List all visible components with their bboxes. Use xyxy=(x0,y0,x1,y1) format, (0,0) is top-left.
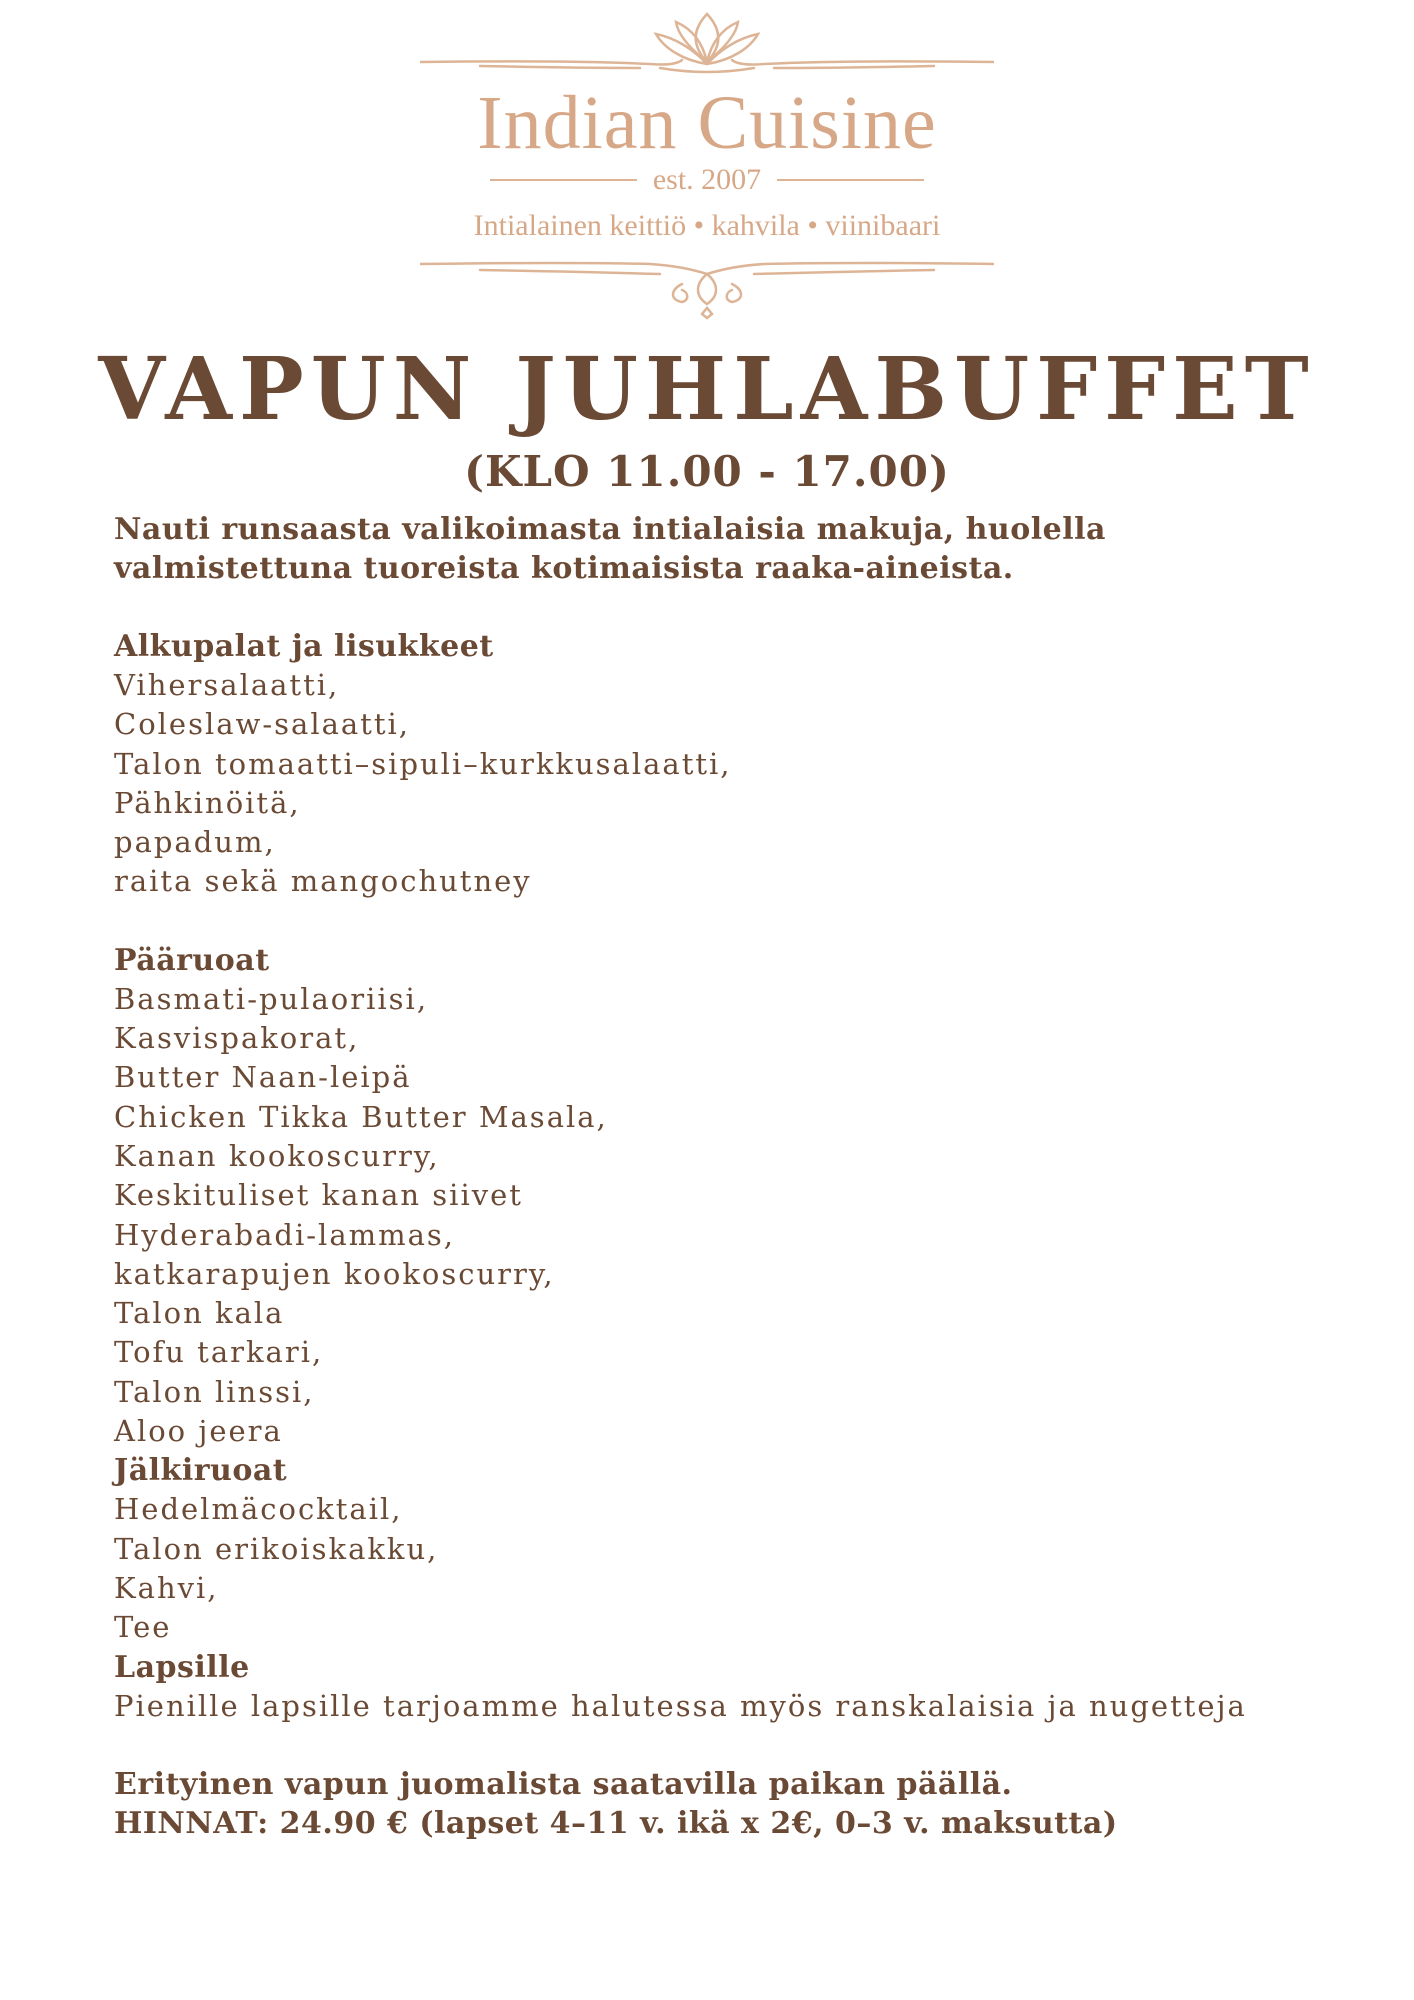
menu-item: Coleslaw-salaatti, xyxy=(114,707,410,742)
menu-item: Kasvispakorat, xyxy=(114,1021,360,1056)
section-heading: Pääruoat xyxy=(114,942,270,978)
flourish-ornament-icon xyxy=(420,250,994,320)
section-heading: Lapsille xyxy=(114,1649,250,1685)
menu-item: Basmati-pulaoriisi, xyxy=(114,981,429,1016)
menu-item: Pähkinöitä, xyxy=(114,785,301,820)
item-list xyxy=(114,1490,1334,1647)
intro-text xyxy=(114,510,1334,588)
tagline: Intialainen keittiö • kahvila • viinibaari xyxy=(473,209,941,242)
menu-item: Vihersalaatti, xyxy=(114,668,340,702)
intro-line: valmistettuna tuoreista kotimaisista raaka-aineista. xyxy=(114,551,1014,586)
menu-item: Talon linssi, xyxy=(114,1374,315,1409)
menu-item: Kahvi, xyxy=(114,1570,219,1605)
menu-section-desserts xyxy=(114,1451,1334,1647)
menu-item: Talon erikoiskakku, xyxy=(114,1531,439,1566)
opening-hours: (KLO 11.00 - 17.00) xyxy=(464,447,950,496)
menu-item: Keskituliset kanan siivet xyxy=(114,1178,523,1213)
menu-item: Kanan kookoscurry, xyxy=(114,1138,440,1173)
menu-item: raita sekä mangochutney xyxy=(114,864,532,899)
item-list xyxy=(114,980,1334,1452)
menu-item: Pienille lapsille tarjoamme halutessa myös ranskalaisia ja nugetteja xyxy=(114,1688,1247,1723)
spacer xyxy=(114,1726,1334,1765)
menu-item: Butter Naan-leipä xyxy=(114,1060,412,1095)
established-row xyxy=(490,160,924,200)
menu-item: Talon tomaatti–sipuli–kurkkusalaatti, xyxy=(114,746,732,781)
menu-content xyxy=(114,510,1334,1843)
restaurant-logo xyxy=(0,0,1414,330)
page-title: VAPUN JUHLABUFFET xyxy=(98,339,1316,440)
menu-item: Tofu tarkari, xyxy=(114,1335,324,1370)
menu-section-mains xyxy=(114,941,1334,1452)
divider-line xyxy=(777,179,924,181)
menu-item: Hedelmäcocktail, xyxy=(114,1492,403,1527)
drinks-note: Erityinen vapun juomalista saatavilla paikan päällä. xyxy=(114,1766,1013,1802)
established-text: est. 2007 xyxy=(652,163,762,196)
item-list xyxy=(114,1687,1334,1726)
menu-item: papadum, xyxy=(114,825,276,860)
menu-item: Tee xyxy=(114,1610,172,1645)
menu-item: Aloo jeera xyxy=(114,1414,283,1449)
spacer xyxy=(114,902,1334,941)
brand-name: Indian Cuisine xyxy=(477,81,937,165)
divider-line xyxy=(490,179,637,181)
menu-item: katkarapujen kookoscurry, xyxy=(114,1256,555,1291)
footer-info xyxy=(114,1765,1334,1843)
menu-item: Hyderabadi-lammas, xyxy=(114,1217,455,1252)
menu-section-starters xyxy=(114,627,1334,902)
menu-item: Chicken Tikka Butter Masala, xyxy=(114,1099,608,1134)
item-list xyxy=(114,666,1334,902)
price-info: HINNAT: 24.90 € (lapset 4–11 v. ikä x 2€, 0–3 v. maksutta) xyxy=(114,1805,1118,1841)
lotus-icon xyxy=(420,6,994,76)
menu-section-kids xyxy=(114,1648,1334,1726)
intro-line: Nauti runsaasta valikoimasta intialaisia makuja, huolella xyxy=(114,512,1106,547)
menu-item: Talon kala xyxy=(114,1296,285,1331)
section-heading: Jälkiruoat xyxy=(114,1453,288,1489)
section-heading: Alkupalat ja lisukkeet xyxy=(114,629,494,664)
